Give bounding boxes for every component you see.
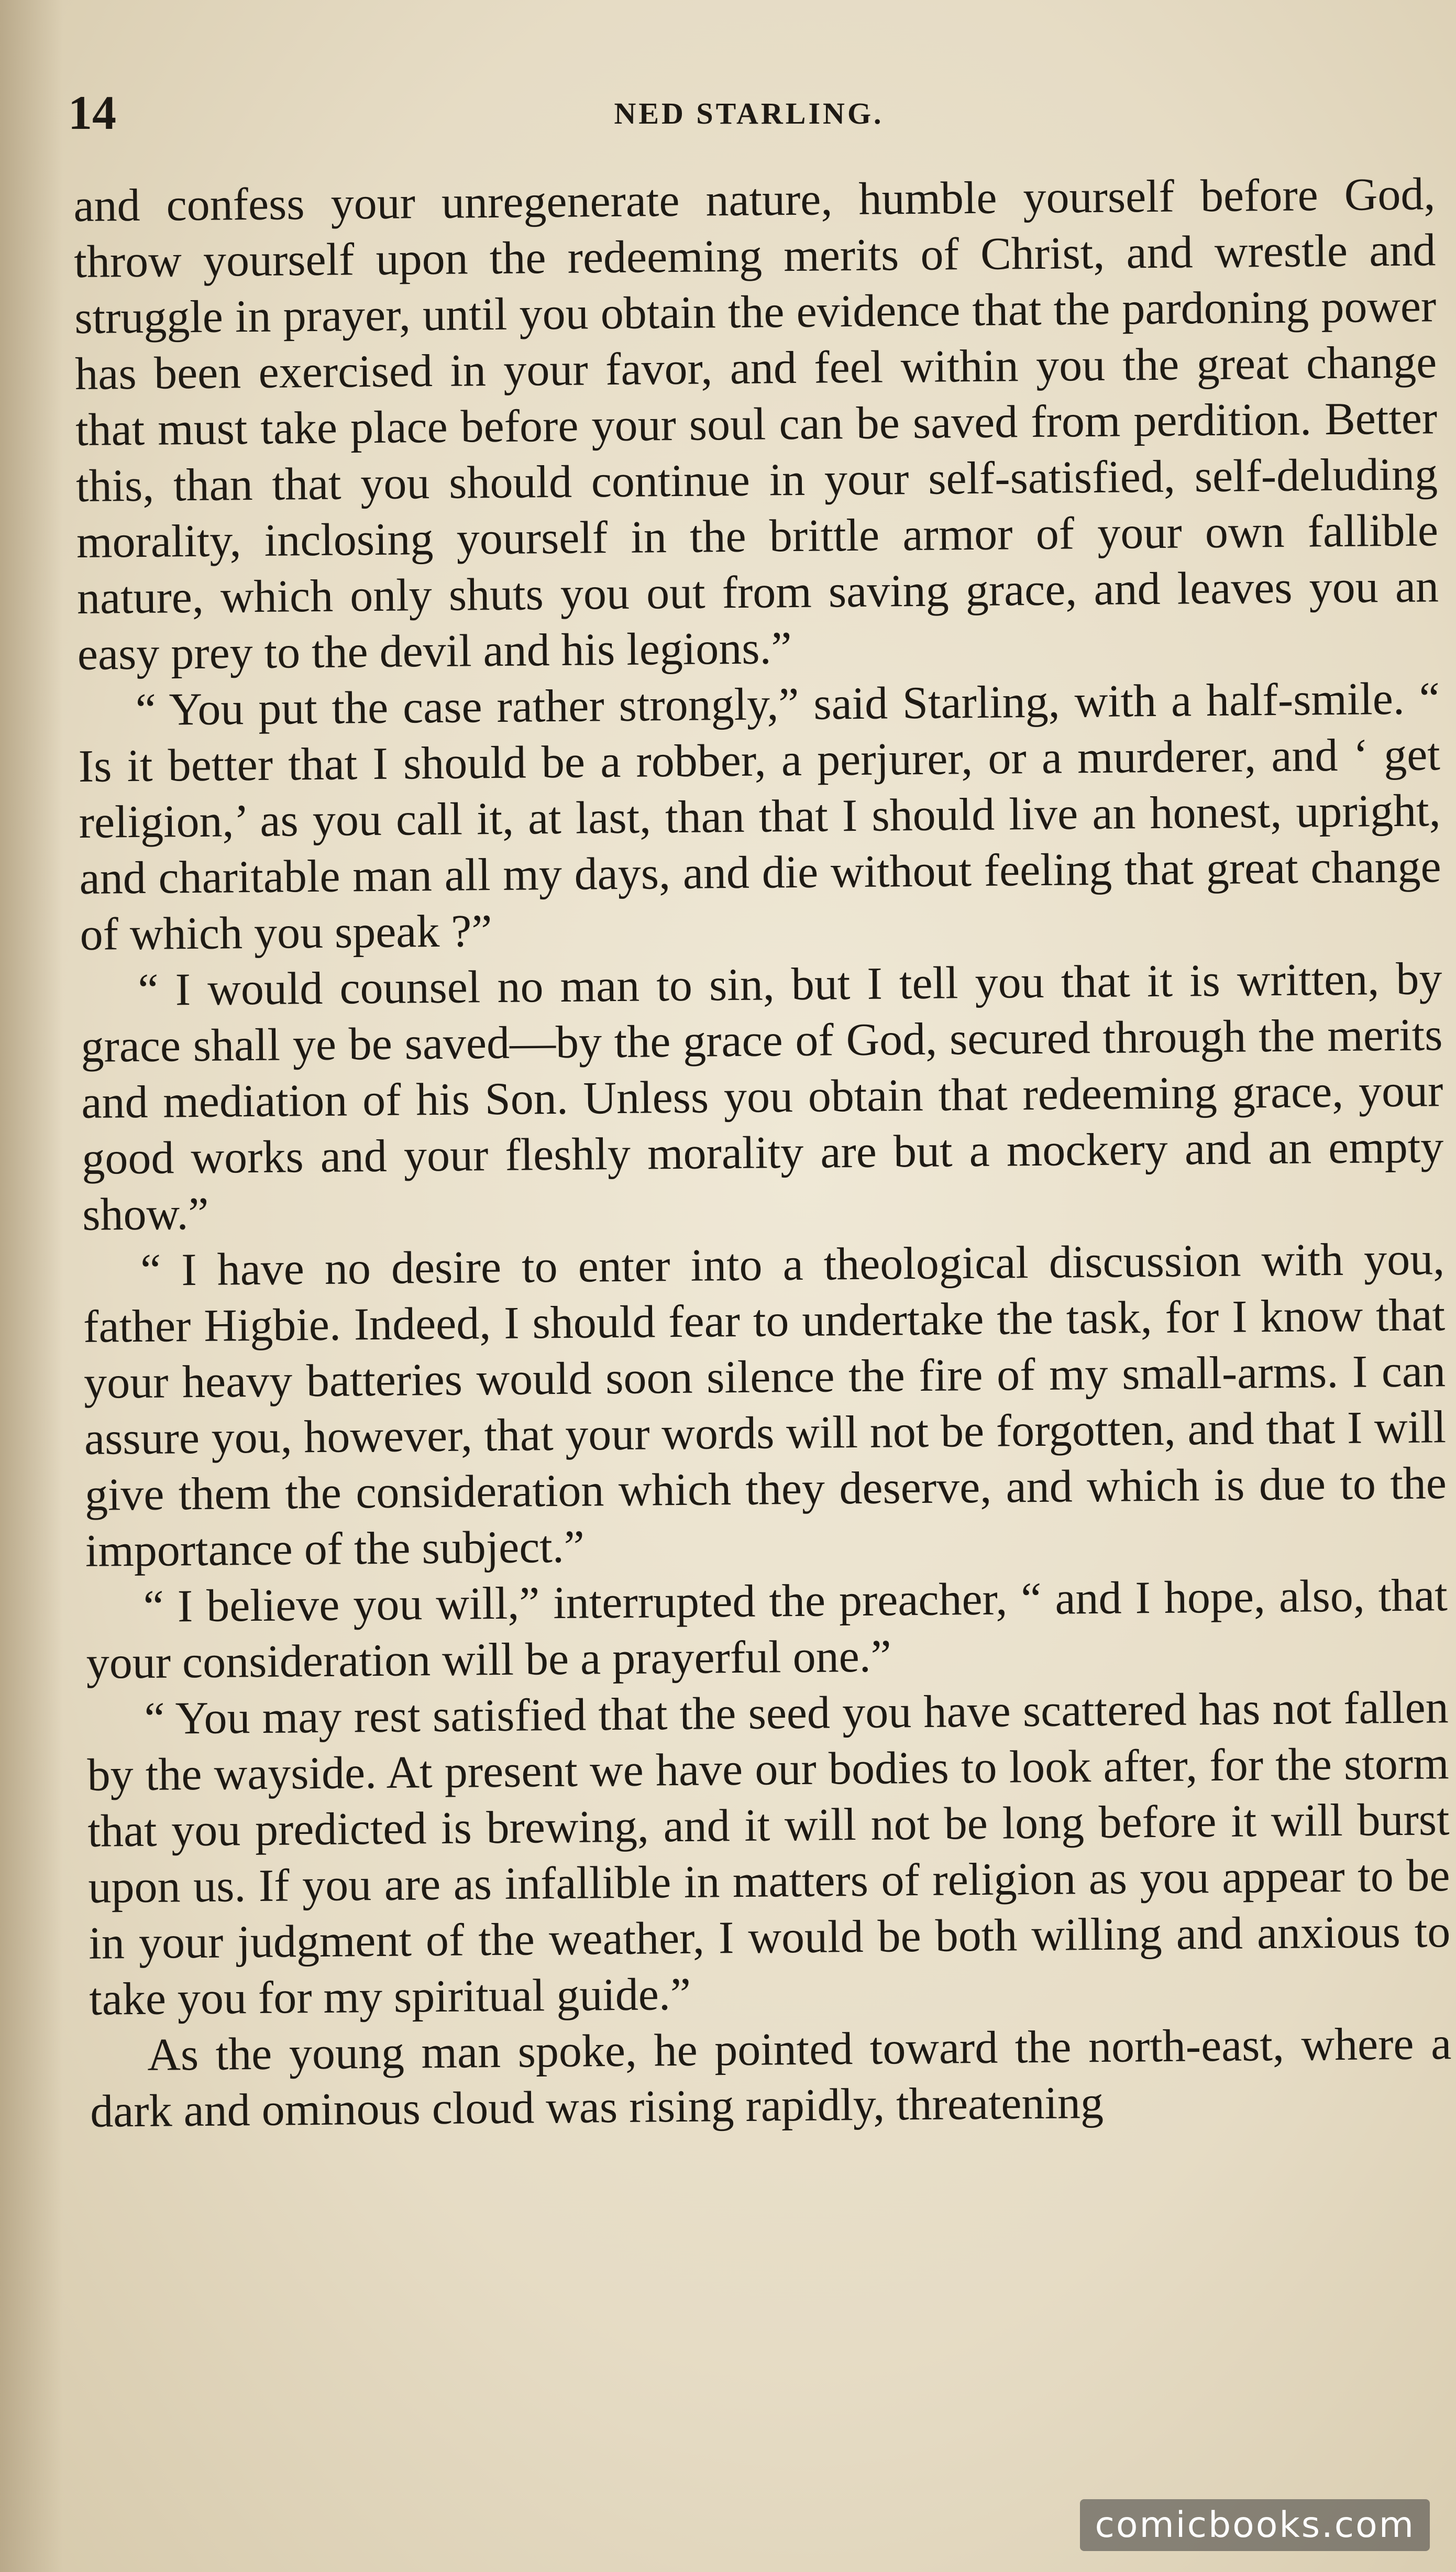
paragraph-continuation: and confess your unregenerate nature, humble yourself before God, throw yourself upon the redeeming merits of Christ, and wrestle and struggle in prayer, until you obtain the evidence that the pardoning power has been exercised in your favor, and feel within you the great change that must take place before your soul can be saved from perdition. Better this, than that you should continue in your self-satisfied, self-deluding morality, inclosing yourself in the brittle armor of your own fallible nature, which only shuts you out from saving grace, and leaves you an easy prey to the devil and his legions.” — [73, 169, 1439, 680]
watermark: comicbooks.com — [1080, 2499, 1430, 2551]
paragraph: As the young man spoke, he pointed toward the north-east, where a dark and ominous cloud was rising rapidly, threatening — [90, 2018, 1452, 2137]
paragraph: “ I believe you will,” interrupted the preacher, “ and I hope, also, that your consideration will be a prayerful one.” — [86, 1570, 1448, 1689]
paragraph: “ You put the case rather strongly,” said Starling, with a half-smile. “ Is it better that I should be a robber, a perjurer, or a murderer, and ‘ get religion,’ as you call it, at last, than that I should live an honest, upright, and charitable man all my days, and die without feeling that great change of which you speak ?” — [78, 673, 1441, 960]
page-gutter-shadow — [0, 0, 63, 2572]
paragraph: “ You may rest satisfied that the seed you have scattered has not fallen by the wayside. At present we have our bodies to look after, for the storm that you predicted is brewing, and it will not be long before it will burst upon us. If you are as infallible in matters of religion as you appear to be in your judgment of the weather, I would be both willing and anxious to take you for my spiritual guide.” — [87, 1682, 1451, 2025]
paragraph: “ I have no desire to enter into a theological discussion with you, father Higbie. Indeed, I should fear to undertake the task, for I know that your heavy batteries would soon silence the fire of my small-arms. I can assure you, however, that your words will not be forgotten, and that I will give them the consideration which they deserve, and which is due to the importance of the subject.” — [83, 1234, 1447, 1577]
page-header — [68, 84, 1430, 141]
running-head: NED STARLING. — [614, 96, 884, 130]
paragraph: “ I would counsel no man to sin, but I tell you that it is written, by grace shall ye be saved—by the grace of God, secured through the merits and mediation of his Son. Unless you obtain that redeeming grace, your good works and your fleshly morality are but a mockery and an empty show.” — [81, 953, 1444, 1240]
page-number: 14 — [68, 86, 116, 139]
body-text — [73, 166, 1452, 2140]
